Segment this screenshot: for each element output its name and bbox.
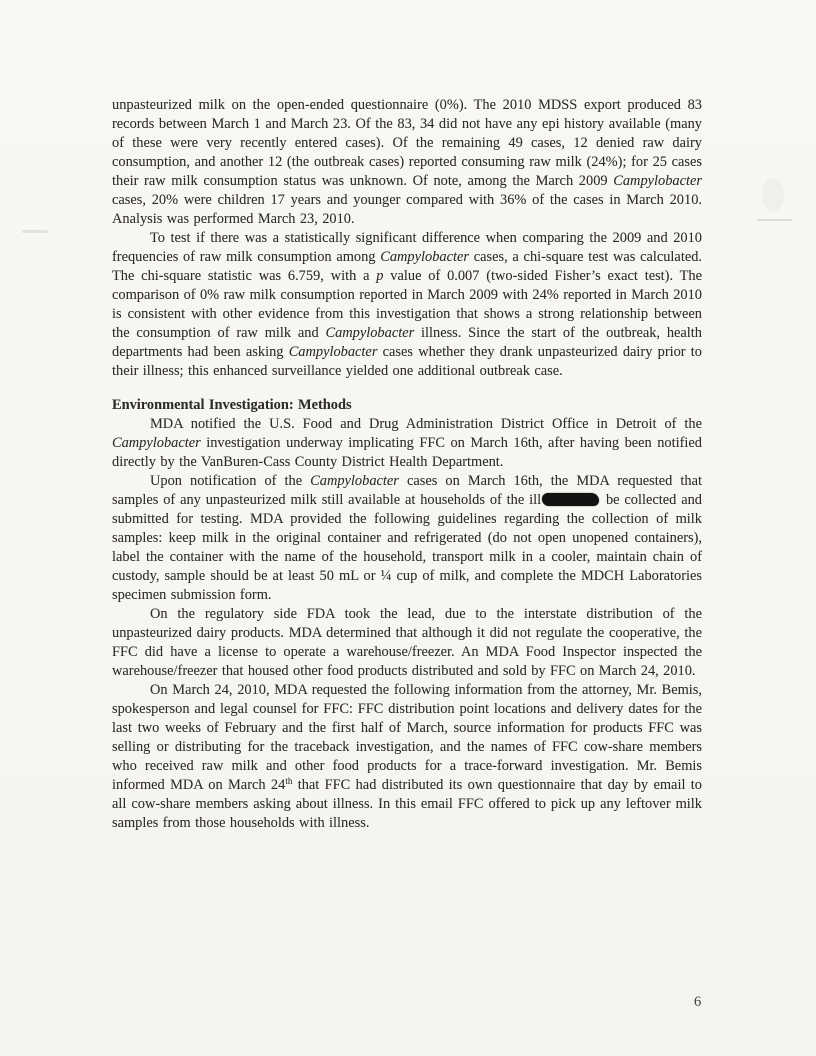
italic-text: Campylobacter [613, 173, 702, 189]
paragraph [112, 96, 702, 229]
paragraph [112, 415, 702, 472]
body-text: cases, a chi-square test was calculated. The chi-square statistic was 6.759, with a [112, 249, 703, 284]
document-body [112, 96, 702, 833]
body-text: that FFC had distributed its own questionnaire that day by email to all cow-share members asking about illness. In this email FFC offered to pick up any leftover milk samples from those households with illness. [112, 777, 702, 831]
section-heading: Environmental Investigation: Methods [112, 397, 352, 413]
page-number: 6 [694, 994, 702, 1010]
paragraph [112, 229, 702, 381]
body-text: cases on March 16th, the MDA requested that samples of any unpasteurized milk still available at households of the ill [112, 473, 702, 508]
paragraph [112, 472, 702, 605]
body-text: cases whether they drank unpasteurized dairy prior to their illness; this enhanced surveillance yielded one additional outbreak case. [112, 344, 702, 379]
body-text: illness. Since the start of the outbreak, health departments had been asking [112, 325, 702, 360]
scan-smudge [762, 178, 784, 212]
paragraph [112, 681, 702, 833]
italic-text: p [376, 268, 384, 284]
superscript-text: th [285, 776, 293, 786]
redaction-bar [542, 493, 599, 506]
scan-artifact-left [22, 230, 48, 233]
body-text: value of 0.007 (two-sided Fisher’s exact test). The comparison of 0% raw milk consumption reported in March 2009 with 24% reported in March 2010 is consistent with other evidence from this investigation that shows a strong relationship between the consumption of raw milk and [112, 268, 702, 341]
body-text: be collected and submitted for testing. MDA provided the following guidelines regarding the collection of milk samples: keep milk in the original container and refrigerated (do not open unopened containers), label the container with the name of the household, transport milk in a cooler, maintain chain of custody, sample should be at least 50 mL or ¼ cup of milk, and complete the MDCH Laboratories specimen submission form. [112, 492, 702, 603]
italic-text: Campylobacter [112, 435, 201, 451]
body-text: Upon notification of the [150, 473, 311, 489]
italic-text: Campylobacter [310, 473, 399, 489]
body-text: On March 24, 2010, MDA requested the following information from the attorney, Mr. Bemis, spokesperson and legal counsel for FFC: FFC distribution point locations and delivery dates for the last two weeks of February and the first half of March, source information for products FFC was selling or distributing for the traceback investigation, and the names of FFC cow-share members who received raw milk and other food products for a trace-forward investigation. Mr. Bemis informed MDA on March 24 [112, 682, 702, 793]
body-text: MDA notified the U.S. Food and Drug Administration District Office in Detroit of the [150, 416, 702, 432]
paragraph [112, 605, 702, 681]
body-text: unpasteurized milk on the open-ended questionnaire (0%). The 2010 MDSS export produced 83 records between March 1 and March 23. Of the 83, 34 did not have any epi history available (many of these were very recently entered cases). Of the remaining 49 cases, 12 denied raw dairy consumption, and another 12 (the outbreak cases) reported consuming raw milk (24%); for 25 cases their raw milk consumption status was unknown. Of note, among the March 2009 [112, 97, 702, 189]
italic-text: Campylobacter [380, 249, 469, 265]
body-text: cases, 20% were children 17 years and younger compared with 36% of the cases in March 2010. Analysis was performed March 23, 2010. [112, 192, 702, 227]
body-text: To test if there was a statistically significant difference when comparing the 2009 and 2010 frequencies of raw milk consumption among [112, 230, 702, 265]
italic-text: Campylobacter [325, 325, 415, 341]
body-text: investigation underway implicating FFC on March 16th, after having been notified directly by the VanBuren-Cass County District Health Department. [112, 435, 702, 470]
italic-text: Campylobacter [288, 344, 378, 360]
body-text: On the regulatory side FDA took the lead, due to the interstate distribution of the unpasteurized dairy products. MDA determined that although it did not regulate the cooperative, the FFC did have a license to operate a warehouse/freezer. An MDA Food Inspector inspected the warehouse/freezer that housed other food products distributed and sold by FFC on March 24, 2010. [112, 606, 702, 679]
scan-artifact-right [757, 219, 792, 221]
